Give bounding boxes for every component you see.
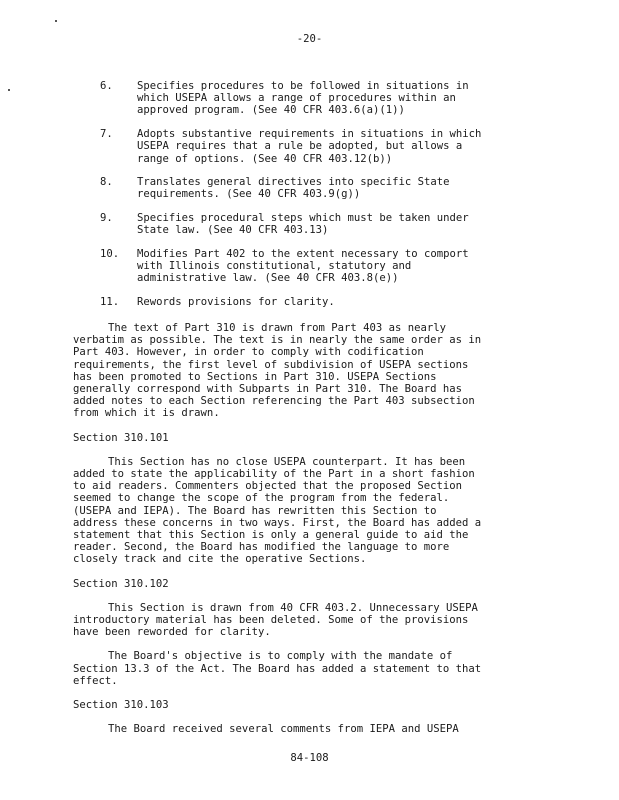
list-item: [100, 296, 560, 308]
list-item-text: Specifies procedural steps which must be taken under State law. (See 40 CFR 403.13): [137, 212, 469, 237]
page-number: -20-: [296, 33, 323, 45]
list-item-text: Modifies Part 402 to the extent necessary to comport with Illinois constitutional, statutory and administrative law. (See 40 CFR 403.8(e)): [137, 248, 469, 285]
scan-speck: [55, 20, 57, 22]
scan-speck: [8, 89, 10, 91]
numbered-list: [100, 80, 560, 320]
section-heading: Section 310.101: [73, 431, 169, 444]
list-item-number: 8.: [100, 176, 113, 189]
list-item: [100, 248, 560, 285]
list-item-number: 9.: [100, 212, 113, 225]
section-paragraph: This Section has no close USEPA counterpart. It has been added to state the applicability of the Part in a short fashion to aid readers. Commenters objected that the proposed Section seemed to change the scope of the program from the federal. (USEPA and IEPA). The Board has rewritten this Section to address these concerns in two ways. First, the Board has added a statement that this Section is only a general guide to aid the reader. Second, the Board has modified the language to more closely track and cite the operative Sections.: [73, 455, 482, 566]
section-paragraph: The Board's objective is to comply with the mandate of Section 13.3 of the Act. The Board has added a statement to that effect.: [73, 650, 482, 687]
list-item-text: Rewords provisions for clarity.: [137, 296, 335, 309]
list-item-number: 6.: [100, 80, 113, 92]
list-item-number: 10.: [100, 248, 120, 261]
section-heading: Section 310.103: [73, 699, 169, 712]
list-item-text: Specifies procedures to be followed in situations in which USEPA allows a range of procedures within an approved program. (See 40 CFR 403.6(a)(1)): [137, 80, 469, 117]
list-item-text: Adopts substantive requirements in situations in which USEPA requires that a rule be adopted, but allows a range of options. (See 40 CFR 403.12(b)): [137, 128, 482, 165]
footer-code: 84-108: [290, 752, 329, 764]
document-body: [73, 322, 563, 747]
list-item-number: 7.: [100, 128, 113, 141]
list-item: [100, 212, 560, 236]
list-item-text: Translates general directives into specific State requirements. (See 40 CFR 403.9(g)): [137, 176, 450, 201]
list-item: [100, 80, 560, 117]
list-item: [100, 176, 560, 200]
section-paragraph: This Section is drawn from 40 CFR 403.2. Unnecessary USEPA introductory material has been deleted. Some of the provisions have been reworded for clarity.: [73, 601, 478, 639]
list-item: [100, 128, 560, 165]
section-heading: Section 310.102: [73, 577, 169, 590]
list-item-number: 11.: [100, 296, 120, 309]
section-paragraph: The Board received several comments from IEPA and USEPA: [108, 723, 459, 736]
intro-paragraph: The text of Part 310 is drawn from Part 403 as nearly verbatim as possible. The text is in nearly the same order as in Part 403. However, in order to comply with codification requirements, the first level of subdivision of USEPA sections has been promoted to Sections in Part 310. USEPA Sections generally correspond with Subparts in Part 310. The Board has added notes to each Section referencing the Part 403 subsection from which it is drawn.: [73, 322, 482, 420]
